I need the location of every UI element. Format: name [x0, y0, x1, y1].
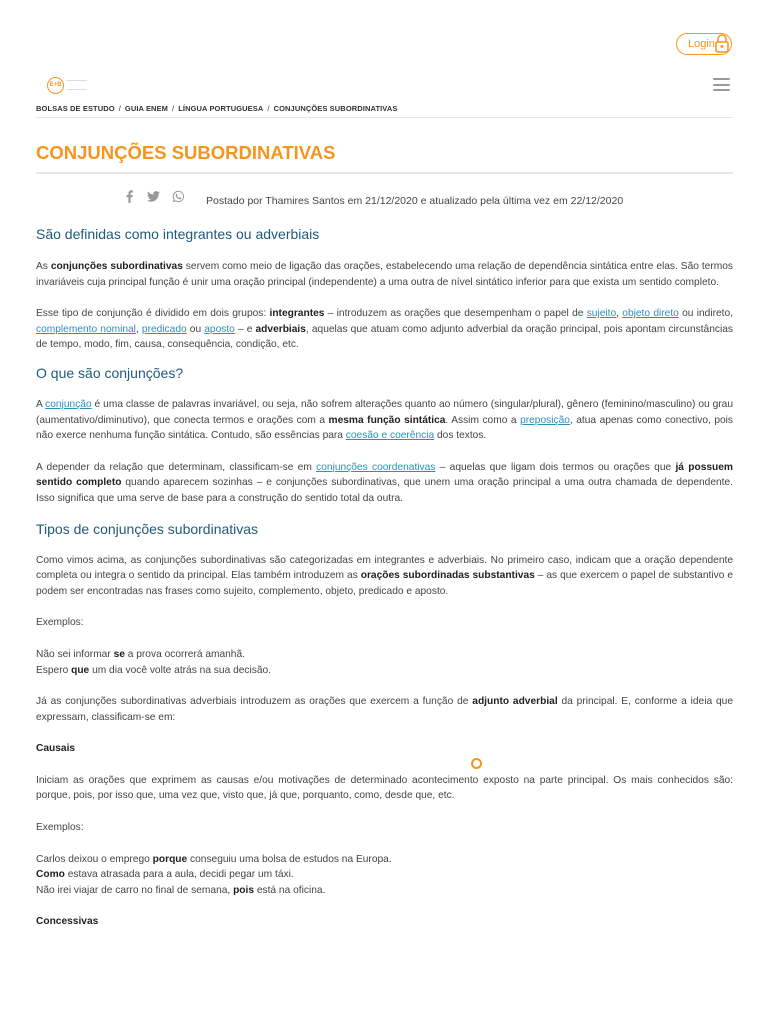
- breadcrumb: [36, 104, 397, 113]
- breadcrumb-item[interactable]: GUIA ENEM: [124, 104, 169, 113]
- subsection-label: Concessivas: [36, 916, 99, 928]
- breadcrumb-separator: /: [172, 104, 175, 113]
- paragraph: Já as conjunções subordinativas adverbiais introduzem as orações que exercem a função de adjunto adverbial da principal. E, conforme a ideia que expressam, classificam-se em:: [36, 696, 733, 723]
- breadcrumb-item[interactable]: LÍNGUA PORTUGUESA: [178, 104, 264, 113]
- examples-label: Exemplos:: [36, 617, 84, 629]
- paragraph: Iniciam as orações que exprimem as causas e/ou motivações de determinado acontecimento exposto na parte principal. Os mais conhecidos são: porque, pois, por isso que, uma vez que, visto que, já que, porquanto, como, desde que, etc.: [36, 774, 733, 802]
- login-label: Login: [688, 38, 715, 50]
- link-aposto[interactable]: aposto: [204, 323, 235, 335]
- paragraph: Como vimos acima, as conjunções subordinativas são categorizadas em integrantes e adverbiais. No primeiro caso, indicam que a oração dependente completa ou integra o sentido da principal. Elas também introduzem as orações subordinadas substantivas – as que exercem o papel de substantivo e podem ser encontradas nas frases como sujeito, complemento, objeto, predicado e aposto.: [36, 554, 733, 597]
- facebook-icon[interactable]: [124, 188, 134, 204]
- link-conjuncao[interactable]: conjunção: [45, 398, 92, 410]
- link-complemento-nominal[interactable]: complemento nominal: [36, 323, 136, 335]
- subsection-label: Causais: [36, 743, 76, 755]
- link-sujeito[interactable]: sujeito: [586, 308, 617, 320]
- example-line: Não irei viajar de carro no final de semana, pois está na oficina.: [36, 884, 326, 896]
- breadcrumb-item-current: CONJUNÇÕES SUBORDINATIVAS: [273, 104, 398, 113]
- link-preposicao[interactable]: preposição: [520, 414, 570, 426]
- login-button[interactable]: [676, 33, 732, 55]
- breadcrumb-separator: /: [118, 104, 121, 113]
- paragraph: A conjunção é uma classe de palavras invariável, ou seja, não sofrem alterações quanto ao número (singular/plural), gênero (feminino/masculino) ou grau (aumentativo/diminutivo), que conecta termos e orações com a mesma função sintática. Assim como a preposição, atua apenas como conectivo, pois não exerce nenhuma função sintática. Contudo, são essências para coesão e coerência dos textos.: [36, 398, 734, 442]
- logo-wordmark: [67, 80, 87, 90]
- examples-label: Exemplos:: [36, 822, 84, 834]
- example-line: Espero que um dia você volte atrás na sua decisão.: [36, 664, 272, 676]
- hamburger-menu-icon[interactable]: [713, 78, 730, 91]
- whatsapp-icon[interactable]: [171, 188, 186, 204]
- divider: [36, 172, 733, 174]
- divider: [36, 117, 733, 118]
- link-predicado[interactable]: predicado: [141, 323, 187, 335]
- twitter-icon[interactable]: [146, 188, 161, 204]
- page-title: CONJUNÇÕES SUBORDINATIVAS: [36, 142, 336, 163]
- section-heading: São definidas como integrantes ou adverbiais: [36, 226, 320, 242]
- paragraph: As conjunções subordinativas servem como meio de ligação das orações, estabelecendo uma relação de dependência sintática entre elas. São termos invariáveis cuja principal função é unir uma oração principal (independente) a uma outra de nível sintático inferior para que exista um sentido completo.: [36, 261, 733, 288]
- example-line: Carlos deixou o emprego porque conseguiu uma bolsa de estudos na Europa.: [36, 853, 392, 865]
- section-heading: Tipos de conjunções subordinativas: [36, 520, 259, 537]
- paragraph: Esse tipo de conjunção é dividido em dois grupos: integrantes – introduzem as orações que desempenham o papel de sujeito, objeto direto ou indireto, complemento nominal, predicado ou aposto – e adverbiais, aquelas que atuam como adjunto adverbial da oração principal, pois apontam circunstâncias de tempo, modo, fim, causa, consequência, condição, etc.: [36, 308, 733, 351]
- breadcrumb-separator: /: [267, 104, 270, 113]
- breadcrumb-item[interactable]: BOLSAS DE ESTUDO: [36, 104, 115, 113]
- top-bar: [0, 0, 768, 70]
- loading-indicator: [471, 758, 482, 769]
- lock-icon: [714, 34, 730, 54]
- post-meta: Postado por Thamires Santos em 21/12/2020 e atualizado pela última vez em 22/12/2020: [206, 195, 624, 207]
- link-coesao-e-coerencia[interactable]: coesão e coerência: [345, 430, 435, 442]
- logo-mark: E+B: [47, 77, 64, 94]
- article-body: [36, 224, 733, 930]
- site-logo[interactable]: [47, 75, 93, 95]
- link-objeto-direto[interactable]: objeto direto: [622, 308, 679, 320]
- example-line: Como estava atrasada para a aula, decidi pegar um táxi.: [36, 869, 294, 881]
- example-line: Não sei informar se a prova ocorrerá amanhã.: [36, 648, 245, 660]
- section-heading: O que são conjunções?: [36, 364, 184, 381]
- paragraph: A depender da relação que determinam, classificam-se em conjunções coordenativas – aquelas que ligam dois termos ou orações que já possuem sentido completo quando aparecem sozinhas – e conjunções subordinativas, que unem uma oração principal a uma outra chamada de dependente. Isso significa que uma serve de base para a construção do sentido total da outra.: [36, 461, 733, 504]
- link-conjuncoes-coordenativas[interactable]: conjunções coordenativas: [316, 461, 436, 473]
